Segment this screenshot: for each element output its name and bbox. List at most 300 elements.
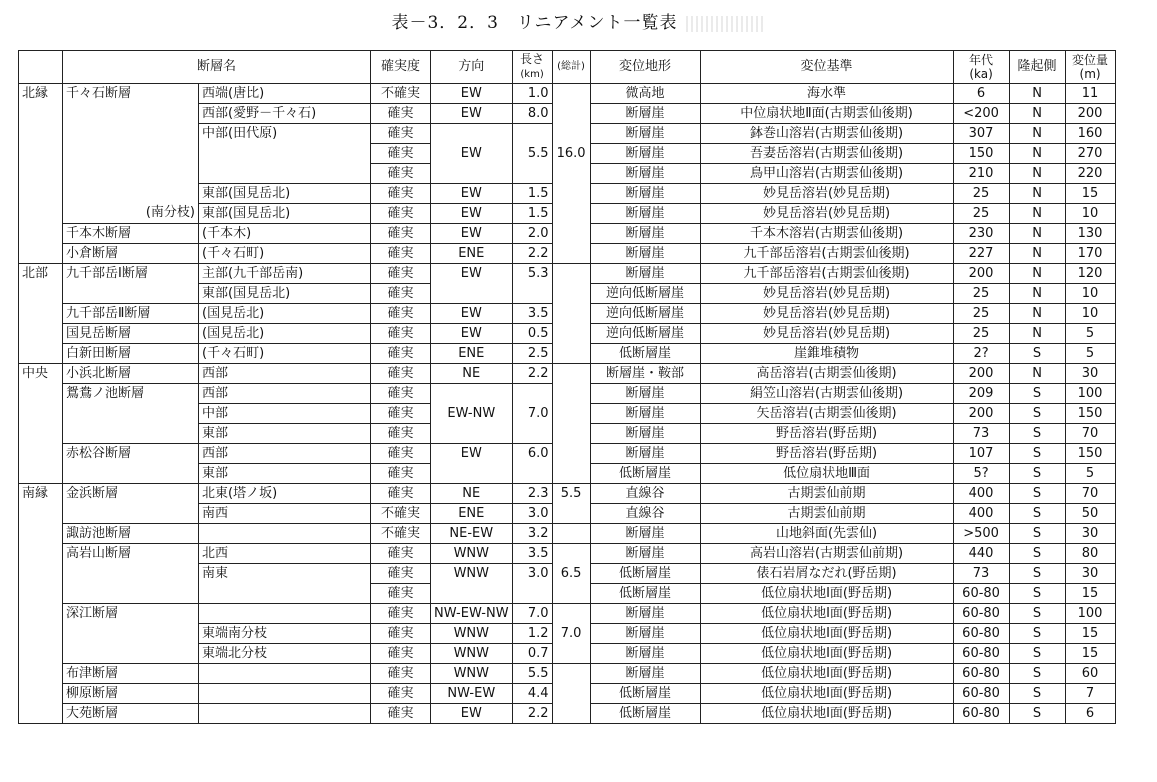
region-cell bbox=[19, 524, 63, 544]
basis-cell: 妙見岳溶岩(妙見岳期) bbox=[700, 304, 953, 324]
topography-cell: 微高地 bbox=[590, 84, 700, 104]
region-cell: 南縁 bbox=[19, 484, 63, 504]
displacement-cell: 100 bbox=[1065, 604, 1115, 624]
fault-name-cell: 深江断層 bbox=[63, 604, 199, 624]
segment-cell: 主部(九千部岳南) bbox=[199, 264, 371, 284]
topography-cell: 断層崖 bbox=[590, 444, 700, 464]
fault-name-cell bbox=[63, 424, 199, 444]
uplift-cell: N bbox=[1009, 184, 1065, 204]
region-cell: 北縁 bbox=[19, 84, 63, 104]
region-cell bbox=[19, 124, 63, 144]
table-row bbox=[19, 424, 1116, 444]
direction-cell: ENE bbox=[431, 344, 513, 364]
age-cell: 73 bbox=[953, 424, 1009, 444]
region-cell bbox=[19, 204, 63, 224]
topography-cell: 断層崖 bbox=[590, 544, 700, 564]
length-cell: 2.3 bbox=[512, 484, 552, 504]
certainty-cell: 確実 bbox=[371, 484, 431, 504]
certainty-cell: 確実 bbox=[371, 344, 431, 364]
displacement-cell: 10 bbox=[1065, 204, 1115, 224]
total-length-cell bbox=[552, 184, 590, 204]
certainty-cell: 確実 bbox=[371, 104, 431, 124]
region-cell bbox=[19, 664, 63, 684]
fault-name-cell bbox=[63, 564, 199, 584]
table-row bbox=[19, 664, 1116, 684]
table-row bbox=[19, 504, 1116, 524]
segment-cell bbox=[199, 664, 371, 684]
uplift-cell: N bbox=[1009, 324, 1065, 344]
length-cell: 4.4 bbox=[512, 684, 552, 704]
table-row bbox=[19, 644, 1116, 664]
fault-name-cell bbox=[63, 624, 199, 644]
table-row bbox=[19, 144, 1116, 164]
segment-cell: 西端(唐比) bbox=[199, 84, 371, 104]
displacement-cell: 5 bbox=[1065, 344, 1115, 364]
table-row bbox=[19, 164, 1116, 184]
direction-cell bbox=[431, 584, 513, 604]
topography-cell: 逆向低断層崖 bbox=[590, 304, 700, 324]
total-length-cell bbox=[552, 84, 590, 104]
topography-cell: 低断層崖 bbox=[590, 584, 700, 604]
basis-cell: 海水準 bbox=[700, 84, 953, 104]
age-cell: 60-80 bbox=[953, 704, 1009, 724]
region-cell: 中央 bbox=[19, 364, 63, 384]
displacement-cell: 30 bbox=[1065, 364, 1115, 384]
age-cell: 60-80 bbox=[953, 624, 1009, 644]
fault-name-cell: 小浜北断層 bbox=[63, 364, 199, 384]
basis-cell: 低位扇状地Ⅰ面(野岳期) bbox=[700, 704, 953, 724]
direction-cell: EW bbox=[431, 304, 513, 324]
certainty-cell: 確実 bbox=[371, 564, 431, 584]
fault-name-cell: 柳原断層 bbox=[63, 684, 199, 704]
table-row bbox=[19, 104, 1116, 124]
topography-cell: 断層崖 bbox=[590, 424, 700, 444]
direction-cell: EW bbox=[431, 224, 513, 244]
uplift-cell: N bbox=[1009, 84, 1065, 104]
fault-name-cell: 金浜断層 bbox=[63, 484, 199, 504]
certainty-cell: 確実 bbox=[371, 324, 431, 344]
topography-cell: 断層崖 bbox=[590, 224, 700, 244]
age-cell: 200 bbox=[953, 264, 1009, 284]
fault-name-cell: 鴛鴦ノ池断層 bbox=[63, 384, 199, 404]
basis-cell: 崖錐堆積物 bbox=[700, 344, 953, 364]
region-cell bbox=[19, 464, 63, 484]
fault-name-cell bbox=[63, 104, 199, 124]
age-cell: 307 bbox=[953, 124, 1009, 144]
displacement-cell: 15 bbox=[1065, 184, 1115, 204]
table-row bbox=[19, 404, 1116, 424]
age-cell: 25 bbox=[953, 324, 1009, 344]
region-cell bbox=[19, 604, 63, 624]
table-row bbox=[19, 704, 1116, 724]
direction-cell bbox=[431, 124, 513, 144]
total-length-cell: 6.5 bbox=[552, 564, 590, 584]
segment-cell: (国見岳北) bbox=[199, 304, 371, 324]
table-row bbox=[19, 584, 1116, 604]
fault-name-cell: 国見岳断層 bbox=[63, 324, 199, 344]
certainty-cell: 確実 bbox=[371, 584, 431, 604]
segment-cell: 北東(塔ノ坂) bbox=[199, 484, 371, 504]
age-cell: 60-80 bbox=[953, 684, 1009, 704]
certainty-cell: 不確実 bbox=[371, 504, 431, 524]
displacement-cell: 150 bbox=[1065, 404, 1115, 424]
basis-cell: 鳥甲山溶岩(古期雲仙後期) bbox=[700, 164, 953, 184]
displacement-cell: 160 bbox=[1065, 124, 1115, 144]
age-cell: 25 bbox=[953, 304, 1009, 324]
segment-cell: 西部 bbox=[199, 364, 371, 384]
certainty-cell: 確実 bbox=[371, 684, 431, 704]
displacement-cell: 5 bbox=[1065, 324, 1115, 344]
topography-cell: 逆向低断層崖 bbox=[590, 324, 700, 344]
table-row bbox=[19, 304, 1116, 324]
fault-name-cell: 大苑断層 bbox=[63, 704, 199, 724]
table-row bbox=[19, 564, 1116, 584]
header-age bbox=[953, 51, 1009, 84]
direction-cell: WNW bbox=[431, 564, 513, 584]
uplift-cell: S bbox=[1009, 584, 1065, 604]
length-cell: 1.2 bbox=[512, 624, 552, 644]
uplift-cell: S bbox=[1009, 384, 1065, 404]
total-length-cell bbox=[552, 264, 590, 284]
uplift-cell: S bbox=[1009, 684, 1065, 704]
basis-cell: 低位扇状地Ⅰ面(野岳期) bbox=[700, 604, 953, 624]
uplift-cell: N bbox=[1009, 304, 1065, 324]
displacement-cell: 220 bbox=[1065, 164, 1115, 184]
segment-cell: (千本木) bbox=[199, 224, 371, 244]
region-cell bbox=[19, 444, 63, 464]
total-length-cell bbox=[552, 364, 590, 384]
length-cell: 1.5 bbox=[512, 184, 552, 204]
stamp-mark bbox=[686, 16, 766, 32]
uplift-cell: S bbox=[1009, 644, 1065, 664]
basis-cell: 絹笠山溶岩(古期雲仙後期) bbox=[700, 384, 953, 404]
direction-cell bbox=[431, 384, 513, 404]
total-length-cell bbox=[552, 104, 590, 124]
direction-cell: EW bbox=[431, 104, 513, 124]
segment-cell bbox=[199, 164, 371, 184]
displacement-cell: 15 bbox=[1065, 584, 1115, 604]
length-cell: 2.2 bbox=[512, 364, 552, 384]
region-cell bbox=[19, 104, 63, 124]
fault-name-cell: 布津断層 bbox=[63, 664, 199, 684]
displacement-cell: 200 bbox=[1065, 104, 1115, 124]
displacement-cell: 130 bbox=[1065, 224, 1115, 244]
certainty-cell: 確実 bbox=[371, 224, 431, 244]
basis-cell: 妙見岳溶岩(妙見岳期) bbox=[700, 184, 953, 204]
age-cell: 200 bbox=[953, 364, 1009, 384]
direction-cell: NE bbox=[431, 484, 513, 504]
total-length-cell: 7.0 bbox=[552, 624, 590, 644]
table-row bbox=[19, 244, 1116, 264]
region-cell: 北部 bbox=[19, 264, 63, 284]
basis-cell: 千本木溶岩(古期雲仙後期) bbox=[700, 224, 953, 244]
certainty-cell: 確実 bbox=[371, 284, 431, 304]
total-length-cell bbox=[552, 704, 590, 724]
region-cell bbox=[19, 624, 63, 644]
segment-cell: 東部(国見岳北) bbox=[199, 184, 371, 204]
segment-cell: 南西 bbox=[199, 504, 371, 524]
basis-cell: 鉢巻山溶岩(古期雲仙後期) bbox=[700, 124, 953, 144]
certainty-cell: 確実 bbox=[371, 704, 431, 724]
topography-cell: 断層崖 bbox=[590, 264, 700, 284]
direction-cell: NW-EW bbox=[431, 684, 513, 704]
fault-name-cell bbox=[63, 184, 199, 204]
length-cell: 1.0 bbox=[512, 84, 552, 104]
direction-cell: EW bbox=[431, 324, 513, 344]
uplift-cell: S bbox=[1009, 564, 1065, 584]
fault-name-cell: 諏訪池断層 bbox=[63, 524, 199, 544]
fault-name-cell bbox=[63, 464, 199, 484]
segment-cell: 西部(愛野－千々石) bbox=[199, 104, 371, 124]
table-row bbox=[19, 184, 1116, 204]
topography-cell: 断層崖 bbox=[590, 124, 700, 144]
segment-cell: 西部 bbox=[199, 384, 371, 404]
table-row bbox=[19, 84, 1116, 104]
certainty-cell: 確実 bbox=[371, 604, 431, 624]
certainty-cell: 確実 bbox=[371, 304, 431, 324]
age-cell: 210 bbox=[953, 164, 1009, 184]
segment-cell: 東端北分枝 bbox=[199, 644, 371, 664]
segment-cell: 東部(国見岳北) bbox=[199, 204, 371, 224]
region-cell bbox=[19, 344, 63, 364]
displacement-cell: 7 bbox=[1065, 684, 1115, 704]
certainty-cell: 確実 bbox=[371, 464, 431, 484]
basis-cell: 九千部岳溶岩(古期雲仙後期) bbox=[700, 264, 953, 284]
direction-cell bbox=[431, 464, 513, 484]
fault-name-cell bbox=[63, 504, 199, 524]
total-length-cell: 16.0 bbox=[552, 144, 590, 164]
length-cell bbox=[512, 384, 552, 404]
displacement-cell: 30 bbox=[1065, 564, 1115, 584]
fault-name-cell: 千々石断層 bbox=[63, 84, 199, 104]
fault-name-cell bbox=[63, 144, 199, 164]
table-row bbox=[19, 284, 1116, 304]
certainty-cell: 確実 bbox=[371, 644, 431, 664]
header-basis: 変位基準 bbox=[700, 51, 953, 84]
fault-name-cell: 赤松谷断層 bbox=[63, 444, 199, 464]
displacement-cell: 6 bbox=[1065, 704, 1115, 724]
displacement-cell: 10 bbox=[1065, 284, 1115, 304]
topography-cell: 断層崖 bbox=[590, 604, 700, 624]
basis-cell: 俵石岩屑なだれ(野岳期) bbox=[700, 564, 953, 584]
region-cell bbox=[19, 184, 63, 204]
topography-cell: 低断層崖 bbox=[590, 344, 700, 364]
segment-cell: (千々石町) bbox=[199, 244, 371, 264]
table-row bbox=[19, 124, 1116, 144]
displacement-cell: 60 bbox=[1065, 664, 1115, 684]
length-cell: 2.0 bbox=[512, 224, 552, 244]
uplift-cell: N bbox=[1009, 224, 1065, 244]
header-length bbox=[512, 51, 552, 84]
segment-cell: 北西 bbox=[199, 544, 371, 564]
basis-cell: 吾妻岳溶岩(古期雲仙後期) bbox=[700, 144, 953, 164]
total-length-cell bbox=[552, 584, 590, 604]
age-cell: 60-80 bbox=[953, 584, 1009, 604]
certainty-cell: 確実 bbox=[371, 624, 431, 644]
total-length-cell bbox=[552, 524, 590, 544]
total-length-cell bbox=[552, 284, 590, 304]
total-length-cell bbox=[552, 224, 590, 244]
basis-cell: 妙見岳溶岩(妙見岳期) bbox=[700, 284, 953, 304]
table-row bbox=[19, 444, 1116, 464]
total-length-cell bbox=[552, 644, 590, 664]
certainty-cell: 確実 bbox=[371, 664, 431, 684]
segment-cell: 中部 bbox=[199, 404, 371, 424]
basis-cell: 野岳溶岩(野岳期) bbox=[700, 444, 953, 464]
displacement-cell: 11 bbox=[1065, 84, 1115, 104]
basis-cell: 古期雲仙前期 bbox=[700, 504, 953, 524]
header-length-unit: (km) bbox=[520, 69, 544, 80]
basis-cell: 妙見岳溶岩(妙見岳期) bbox=[700, 204, 953, 224]
total-length-cell bbox=[552, 444, 590, 464]
age-cell: 60-80 bbox=[953, 664, 1009, 684]
age-cell: 209 bbox=[953, 384, 1009, 404]
basis-cell: 野岳溶岩(野岳期) bbox=[700, 424, 953, 444]
uplift-cell: N bbox=[1009, 264, 1065, 284]
length-cell bbox=[512, 464, 552, 484]
table-row bbox=[19, 684, 1116, 704]
region-cell bbox=[19, 424, 63, 444]
table-header-row bbox=[19, 51, 1116, 84]
table-row bbox=[19, 464, 1116, 484]
age-cell: <200 bbox=[953, 104, 1009, 124]
displacement-cell: 5 bbox=[1065, 464, 1115, 484]
header-length-label: 長さ bbox=[520, 52, 545, 66]
age-cell: 440 bbox=[953, 544, 1009, 564]
header-disp-unit: (m) bbox=[1079, 67, 1101, 81]
direction-cell: ENE bbox=[431, 244, 513, 264]
total-length-cell bbox=[552, 164, 590, 184]
age-cell: 60-80 bbox=[953, 644, 1009, 664]
total-length-cell bbox=[552, 464, 590, 484]
table-row bbox=[19, 224, 1116, 244]
displacement-cell: 15 bbox=[1065, 624, 1115, 644]
length-cell: 0.7 bbox=[512, 644, 552, 664]
length-cell: 6.0 bbox=[512, 444, 552, 464]
segment-cell: (千々石町) bbox=[199, 344, 371, 364]
topography-cell: 直線谷 bbox=[590, 504, 700, 524]
segment-cell: 中部(田代原) bbox=[199, 124, 371, 144]
topography-cell: 断層崖 bbox=[590, 184, 700, 204]
basis-cell: 九千部岳溶岩(古期雲仙後期) bbox=[700, 244, 953, 264]
age-cell: >500 bbox=[953, 524, 1009, 544]
fault-name-cell bbox=[63, 284, 199, 304]
length-cell: 3.0 bbox=[512, 504, 552, 524]
total-length-cell bbox=[552, 244, 590, 264]
header-topo: 変位地形 bbox=[590, 51, 700, 84]
length-cell: 7.0 bbox=[512, 404, 552, 424]
certainty-cell: 確実 bbox=[371, 544, 431, 564]
header-age-label: 年代 bbox=[969, 53, 994, 67]
age-cell: 200 bbox=[953, 404, 1009, 424]
uplift-cell: S bbox=[1009, 544, 1065, 564]
certainty-cell: 確実 bbox=[371, 444, 431, 464]
length-cell bbox=[512, 124, 552, 144]
certainty-cell: 確実 bbox=[371, 364, 431, 384]
uplift-cell: S bbox=[1009, 424, 1065, 444]
total-length-cell bbox=[552, 204, 590, 224]
topography-cell: 断層崖 bbox=[590, 244, 700, 264]
header-total: (総計) bbox=[552, 51, 590, 84]
topography-cell: 断層崖 bbox=[590, 624, 700, 644]
fault-name-cell bbox=[63, 124, 199, 144]
displacement-cell: 80 bbox=[1065, 544, 1115, 564]
table-row bbox=[19, 344, 1116, 364]
uplift-cell: S bbox=[1009, 464, 1065, 484]
length-cell: 3.5 bbox=[512, 544, 552, 564]
uplift-cell: N bbox=[1009, 244, 1065, 264]
segment-cell bbox=[199, 604, 371, 624]
basis-cell: 低位扇状地Ⅰ面(野岳期) bbox=[700, 664, 953, 684]
basis-cell: 妙見岳溶岩(妙見岳期) bbox=[700, 324, 953, 344]
uplift-cell: N bbox=[1009, 144, 1065, 164]
direction-cell: WNW bbox=[431, 644, 513, 664]
direction-cell bbox=[431, 424, 513, 444]
fault-name-cell: 高岩山断層 bbox=[63, 544, 199, 564]
topography-cell: 低断層崖 bbox=[590, 464, 700, 484]
total-length-cell bbox=[552, 664, 590, 684]
length-cell: 2.2 bbox=[512, 244, 552, 264]
total-length-cell: 5.5 bbox=[552, 484, 590, 504]
uplift-cell: N bbox=[1009, 364, 1065, 384]
region-cell bbox=[19, 704, 63, 724]
fault-name-cell bbox=[63, 644, 199, 664]
uplift-cell: S bbox=[1009, 704, 1065, 724]
topography-cell: 断層崖・鞍部 bbox=[590, 364, 700, 384]
uplift-cell: S bbox=[1009, 504, 1065, 524]
total-length-cell bbox=[552, 604, 590, 624]
uplift-cell: N bbox=[1009, 284, 1065, 304]
topography-cell: 低断層崖 bbox=[590, 684, 700, 704]
region-cell bbox=[19, 384, 63, 404]
basis-cell: 低位扇状地Ⅰ面(野岳期) bbox=[700, 644, 953, 664]
header-disp bbox=[1065, 51, 1115, 84]
uplift-cell: N bbox=[1009, 164, 1065, 184]
age-cell: 227 bbox=[953, 244, 1009, 264]
table-row bbox=[19, 524, 1116, 544]
direction-cell: WNW bbox=[431, 664, 513, 684]
fault-name-cell: 九千部岳Ⅰ断層 bbox=[63, 264, 199, 284]
header-certainty: 確実度 bbox=[371, 51, 431, 84]
fault-name-cell: 白新田断層 bbox=[63, 344, 199, 364]
table-row bbox=[19, 324, 1116, 344]
region-cell bbox=[19, 324, 63, 344]
segment-cell: 西部 bbox=[199, 444, 371, 464]
uplift-cell: S bbox=[1009, 444, 1065, 464]
region-cell bbox=[19, 564, 63, 584]
length-cell: 5.3 bbox=[512, 264, 552, 284]
certainty-cell: 確実 bbox=[371, 384, 431, 404]
region-cell bbox=[19, 544, 63, 564]
lineament-table bbox=[18, 50, 1116, 724]
certainty-cell: 不確実 bbox=[371, 524, 431, 544]
table-row bbox=[19, 384, 1116, 404]
length-cell: 1.5 bbox=[512, 204, 552, 224]
total-length-cell bbox=[552, 404, 590, 424]
topography-cell: 断層崖 bbox=[590, 644, 700, 664]
uplift-cell: S bbox=[1009, 524, 1065, 544]
age-cell: 150 bbox=[953, 144, 1009, 164]
displacement-cell: 50 bbox=[1065, 504, 1115, 524]
uplift-cell: S bbox=[1009, 484, 1065, 504]
age-cell: 400 bbox=[953, 484, 1009, 504]
total-length-cell bbox=[552, 504, 590, 524]
segment-cell: 東端南分枝 bbox=[199, 624, 371, 644]
topography-cell: 低断層崖 bbox=[590, 564, 700, 584]
fault-name-cell bbox=[63, 164, 199, 184]
basis-cell: 山地斜面(先雲仙) bbox=[700, 524, 953, 544]
age-cell: 60-80 bbox=[953, 604, 1009, 624]
